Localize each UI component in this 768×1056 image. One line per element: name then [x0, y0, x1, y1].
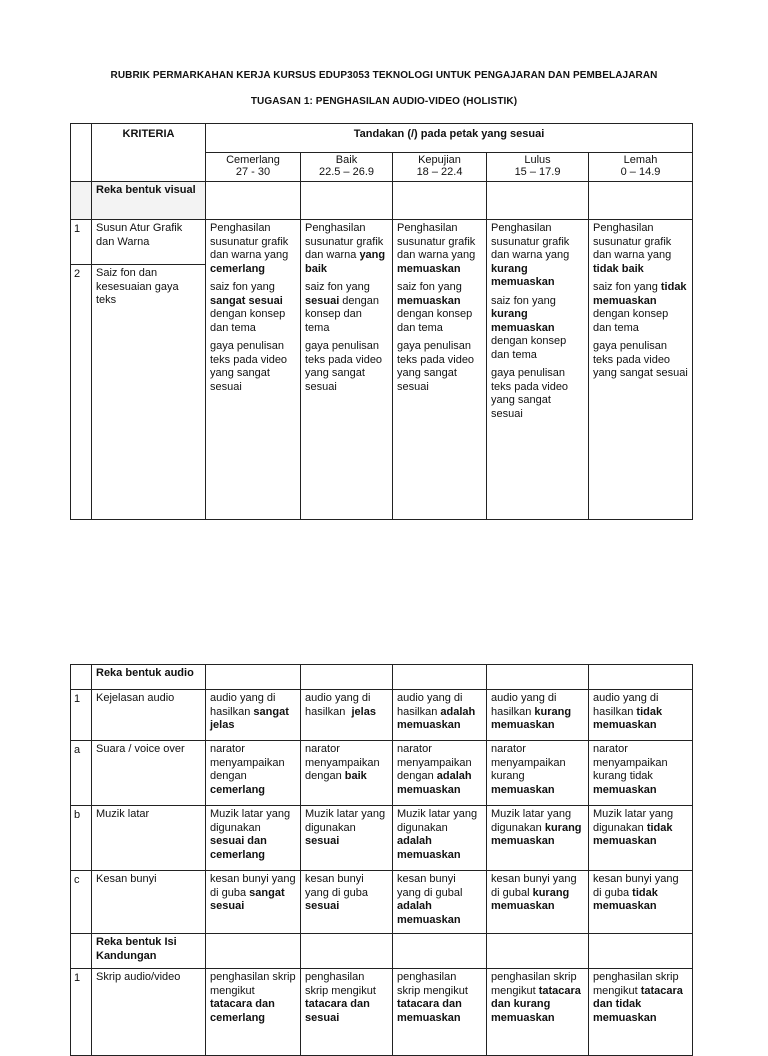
text-bold: tatacara dan kurang memuaskan [491, 984, 581, 1024]
row-number: b [71, 806, 92, 871]
text-bold: cemerlang [210, 262, 266, 275]
text-bold: tatacara dan sesuai [305, 998, 370, 1024]
descriptor-cemerlang [206, 969, 301, 1056]
descriptor-baik [301, 969, 393, 1056]
text: penghasilan skrip mengikut [305, 971, 376, 997]
grade-name: Kepujian [418, 154, 461, 166]
grade-header-lemah [589, 153, 693, 182]
text: Muzik latar yang digunakan [210, 808, 291, 834]
row-number: 2 [71, 265, 92, 520]
text: Muzik latar yang digunakan [397, 808, 478, 834]
descriptor-lemah [589, 741, 693, 806]
kriteria-header: KRITERIA [92, 124, 206, 182]
text: narator menyampaikan kurang tidak [593, 743, 668, 782]
text: narator menyampaikan kurang [491, 743, 566, 782]
text-bold: tidak baik [593, 262, 644, 275]
row-number: c [71, 871, 92, 934]
mark-cell[interactable] [301, 934, 393, 969]
criterion-label: Kejelasan audio [92, 690, 206, 741]
row-number: 1 [71, 969, 92, 1056]
text-bold: memuaskan [593, 783, 657, 796]
criterion-label: Kesan bunyi [92, 871, 206, 934]
mark-cell[interactable] [393, 934, 487, 969]
mark-cell[interactable] [589, 665, 693, 690]
text: penghasilan skrip mengikut [491, 971, 577, 997]
grade-name: Cemerlang [226, 154, 280, 166]
text: Muzik latar yang digunakan [305, 808, 386, 834]
text: audio yang di hasilkan [593, 692, 659, 718]
text: Penghasilan susunatur grafik dan warna yang [397, 222, 476, 261]
text: dengan konsep dan tema [210, 308, 286, 334]
document-title: RUBRIK PERMARKAHAN KERJA KURSUS EDUP3053 TEKNOLOGI UNTUK PENGAJARAN DAN PEMBELAJARAN [110, 70, 658, 81]
text: saiz fon yang [397, 281, 462, 293]
text: kesan bunyi yang di gubal [491, 873, 577, 899]
descriptor-lulus [487, 690, 589, 741]
mark-cell[interactable] [589, 182, 693, 220]
text: gaya penulisan teks pada video yang sangat sesuai [305, 340, 383, 393]
text: dengan konsep dan tema [593, 308, 669, 334]
text-bold: kurang memuaskan [491, 262, 555, 288]
text: audio yang di hasilkan [210, 692, 276, 718]
text-bold: baik [344, 770, 367, 782]
text: saiz fon yang [593, 281, 661, 293]
descriptor-kepujian [393, 871, 487, 934]
mark-cell[interactable] [589, 934, 693, 969]
grade-name: Lemah [623, 154, 658, 166]
text: Penghasilan susunatur grafik dan warna yang [210, 222, 289, 261]
descriptor-baik [301, 871, 393, 934]
criterion-label: Skrip audio/video [92, 969, 206, 1056]
grade-header-cemerlang [206, 153, 301, 182]
descriptor-kepujian [393, 806, 487, 871]
criterion-label: Saiz fon dan kesesuaian gaya teks [92, 265, 206, 520]
descriptor-lulus [487, 741, 589, 806]
text: gaya penulisan teks pada video yang sangat sesuai [593, 340, 688, 379]
text: Muzik latar yang digunakan [491, 808, 572, 834]
text-bold: cemerlang [210, 783, 266, 796]
text: audio yang di hasilkan [305, 692, 374, 718]
mark-cell[interactable] [487, 182, 589, 220]
grade-range: 27 - 30 [235, 166, 271, 178]
text-bold: sesuai [305, 900, 340, 912]
mark-cell[interactable] [301, 665, 393, 690]
text-bold: memuaskan [397, 294, 461, 307]
text-bold: tidak memuaskan [593, 821, 673, 847]
blank-cell [71, 124, 92, 182]
text: audio yang di hasilkan [397, 692, 463, 718]
descriptor-baik [301, 220, 393, 520]
text: saiz fon yang [491, 294, 556, 307]
grade-range: 15 – 17.9 [514, 166, 561, 178]
descriptor-cemerlang [206, 690, 301, 741]
descriptor-lulus [487, 806, 589, 871]
text-bold: sangat jelas [210, 705, 289, 731]
text: Penghasilan susunatur grafik dan warna yang [593, 222, 672, 261]
descriptor-kepujian [393, 220, 487, 520]
descriptor-lemah [589, 690, 693, 741]
text: saiz fon yang [210, 281, 275, 293]
text: penghasilan skrip mengikut [593, 971, 679, 997]
text: dengan konsep dan tema [305, 294, 380, 334]
text-bold: tidak memuaskan [593, 705, 663, 731]
descriptor-lulus [487, 871, 589, 934]
mark-cell[interactable] [206, 182, 301, 220]
text: Penghasilan susunatur grafik dan warna [305, 222, 384, 261]
criterion-label: Susun Atur Grafik dan Warna [92, 220, 206, 265]
descriptor-lulus [487, 220, 589, 520]
mark-cell[interactable] [393, 182, 487, 220]
text-bold: sesuai dan cemerlang [210, 835, 267, 861]
descriptor-lemah [589, 220, 693, 520]
document-subtitle: TUGASAN 1: PENGHASILAN AUDIO-VIDEO (HOLISTIK) [250, 96, 518, 107]
text-bold: kurang memuaskan [491, 705, 572, 731]
mark-cell[interactable] [206, 665, 301, 690]
descriptor-cemerlang [206, 806, 301, 871]
grade-range: 0 – 14.9 [620, 166, 661, 178]
text: narator menyampaikan dengan [210, 743, 285, 782]
text-bold: adalah memuaskan [397, 900, 461, 926]
text-bold: tatacara dan cemerlang [210, 998, 275, 1024]
text: penghasilan skrip mengikut [397, 971, 468, 997]
grade-range: 18 – 22.4 [416, 166, 463, 178]
row-number: 1 [71, 220, 92, 265]
text-bold: yang baik [305, 249, 386, 275]
descriptor-baik [301, 690, 393, 741]
text: Muzik latar yang digunakan [593, 808, 674, 834]
descriptor-baik [301, 806, 393, 871]
text-bold: adalah memuaskan [397, 770, 472, 796]
grade-name: Baik [335, 154, 358, 166]
text-bold: kurang memuaskan [491, 308, 555, 334]
descriptor-lulus [487, 969, 589, 1056]
grade-range: 22.5 – 26.9 [318, 166, 375, 178]
criterion-label: Suara / voice over [92, 741, 206, 806]
text: dengan konsep dan tema [491, 335, 567, 361]
text: kesan bunyi yang di guba [305, 873, 368, 899]
section-num-cell [71, 934, 92, 969]
section-num-cell [71, 182, 92, 220]
text: kesan bunyi yang di gubal [397, 873, 463, 899]
text: kesan bunyi yang di guba [593, 873, 679, 899]
text-bold: adalah memuaskan [397, 705, 476, 731]
text-bold: sangat sesuai [210, 294, 283, 307]
text: kesan bunyi yang di guba [210, 873, 296, 899]
grade-header-baik [301, 153, 393, 182]
descriptor-cemerlang [206, 220, 301, 520]
descriptor-lemah [589, 969, 693, 1056]
rubric-table-audio [70, 664, 693, 1056]
section-num-cell [71, 665, 92, 690]
section-title-visual: Reka bentuk visual [92, 182, 206, 220]
text: Penghasilan susunatur grafik dan warna yang [491, 222, 570, 261]
descriptor-lemah [589, 806, 693, 871]
text: penghasilan skrip mengikut [210, 971, 296, 997]
text-bold: kurang memuaskan [491, 821, 582, 847]
mark-cell[interactable] [206, 934, 301, 969]
grade-header-kepujian [393, 153, 487, 182]
text-bold: memuaskan [397, 262, 461, 275]
text: dengan konsep dan tema [397, 308, 473, 334]
text-bold: tatacara dan tidak memuaskan [593, 984, 683, 1024]
row-number: 1 [71, 690, 92, 741]
mark-cell[interactable] [487, 934, 589, 969]
text-bold: kurang memuaskan [491, 886, 570, 912]
criterion-label: Muzik latar [92, 806, 206, 871]
grade-name: Lulus [524, 154, 551, 166]
descriptor-lemah [589, 871, 693, 934]
section-title-audio: Reka bentuk audio [92, 665, 206, 690]
text-bold: tidak memuaskan [593, 281, 687, 307]
text-bold: jelas [351, 705, 376, 718]
text-bold: tatacara dan memuaskan [397, 998, 462, 1024]
text-bold: sangat sesuai [210, 886, 285, 912]
text: gaya penulisan teks pada video yang sangat sesuai [491, 367, 569, 420]
mark-cell[interactable] [487, 665, 589, 690]
text: gaya penulisan teks pada video yang sangat sesuai [397, 340, 475, 393]
tandakan-header: Tandakan (/) pada petak yang sesuai [206, 124, 693, 153]
text: audio yang di hasilkan [491, 692, 557, 718]
descriptor-kepujian [393, 741, 487, 806]
grade-header-lulus [487, 153, 589, 182]
descriptor-cemerlang [206, 741, 301, 806]
mark-cell[interactable] [301, 182, 393, 220]
descriptor-kepujian [393, 969, 487, 1056]
rubric-table-visual [70, 123, 693, 520]
text-bold: sesuai [305, 294, 340, 307]
section-title-isi: Reka bentuk Isi Kandungan [92, 934, 206, 969]
descriptor-cemerlang [206, 871, 301, 934]
text-bold: adalah memuaskan [397, 835, 461, 861]
row-number: a [71, 741, 92, 806]
descriptor-kepujian [393, 690, 487, 741]
text: narator menyampaikan dengan [397, 743, 472, 782]
text: saiz fon yang [305, 281, 370, 293]
descriptor-baik [301, 741, 393, 806]
text: narator menyampaikan dengan [305, 743, 380, 782]
text-bold: memuaskan [491, 783, 555, 796]
text-bold: sesuai [305, 835, 340, 847]
mark-cell[interactable] [393, 665, 487, 690]
text-bold: tidak memuaskan [593, 886, 658, 912]
text: gaya penulisan teks pada video yang sangat sesuai [210, 340, 288, 393]
